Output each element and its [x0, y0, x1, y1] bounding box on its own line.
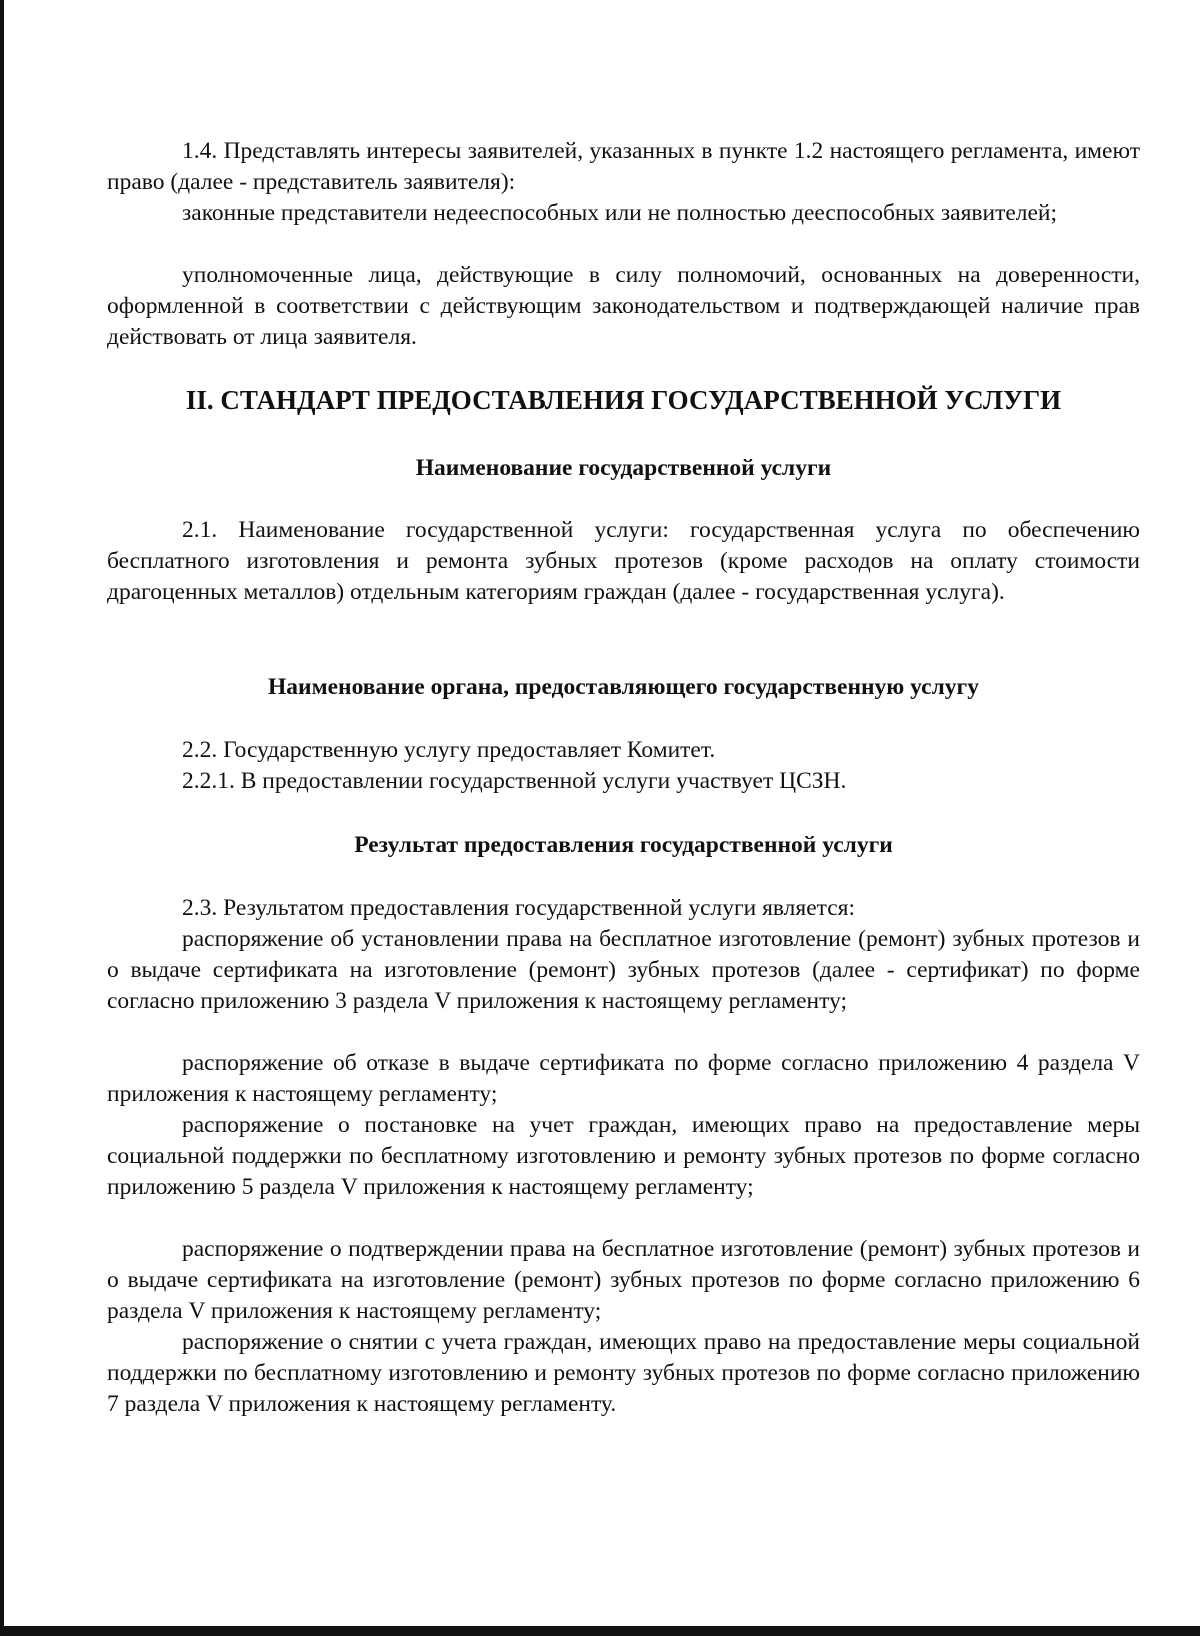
paragraph-2-1: 2.1. Наименование государственной услуги: государственная услуга по обеспечению бесплатного изготовления и ремонта зубных протезов (кроме расходов на оплату стоимости драгоценных металлов) отдельным категориям граждан (далее - государственная услуга). — [107, 517, 1140, 605]
scan-left-edge — [0, 0, 4, 1636]
scan-bottom-edge — [0, 1626, 1200, 1636]
paragraph-2-3-establishment-order: распоряжение об установлении права на бесплатное изготовление (ремонт) зубных протезов и о выдаче сертификата на изготовление (ремонт) зубных протезов (далее - сертификат) по форме согласно приложению 3 раздела V приложения к настоящему регламенту; — [107, 926, 1140, 1014]
paragraph-2-3: 2.3. Результатом предоставления государственной услуги является: — [182, 895, 855, 921]
paragraph-2-2: 2.2. Государственную услугу предоставляет Комитет. — [182, 737, 716, 763]
subheading-result: Результат предоставления государственной услуги — [354, 832, 893, 858]
paragraph-2-2-1: 2.2.1. В предоставлении государственной услуги участвует ЦСЗН. — [182, 768, 847, 794]
paragraph-2-3-registration-order: распоряжение о постановке на учет граждан, имеющих право на предоставление меры социальной поддержки по бесплатному изготовлению и ремонту зубных протезов по форме согласно приложению 5 раздела V приложения к настоящему регламенту; — [107, 1112, 1140, 1200]
paragraph-2-3-deregistration-order: распоряжение о снятии с учета граждан, имеющих право на предоставление меры социальной поддержки по бесплатному изготовлению и ремонту зубных протезов по форме согласно приложению 7 раздела V приложения к настоящему регламенту. — [107, 1329, 1140, 1417]
paragraph-1-4: 1.4. Представлять интересы заявителей, указанных в пункте 1.2 настоящего регламента, имеют право (далее - представитель заявителя): — [107, 138, 1140, 195]
section-title: II. СТАНДАРТ ПРЕДОСТАВЛЕНИЯ ГОСУДАРСТВЕННОЙ УСЛУГИ — [185, 385, 1062, 415]
paragraph-1-4-legal-representatives: законные представители недееспособных или не полностью дееспособных заявителей; — [182, 200, 1058, 226]
subheading-service-name: Наименование государственной услуги — [415, 455, 832, 481]
paragraph-1-4-authorized-persons: уполномоченные лица, действующие в силу полномочий, основанных на доверенности, оформленной в соответствии с действующим законодательством и подтверждающей наличие прав действовать от лица заявителя. — [107, 262, 1140, 350]
subheading-organ-name: Наименование органа, предоставляющего государственную услугу — [268, 674, 979, 700]
paragraph-2-3-refusal-order: распоряжение об отказе в выдаче сертификата по форме согласно приложению 4 раздела V приложения к настоящему регламенту; — [107, 1050, 1140, 1107]
paragraph-2-3-confirmation-order: распоряжение о подтверждении права на бесплатное изготовление (ремонт) зубных протезов и о выдаче сертификата на изготовление (ремонт) зубных протезов по форме согласно приложению 6 раздела V приложения к настоящему регламенту; — [107, 1236, 1140, 1324]
